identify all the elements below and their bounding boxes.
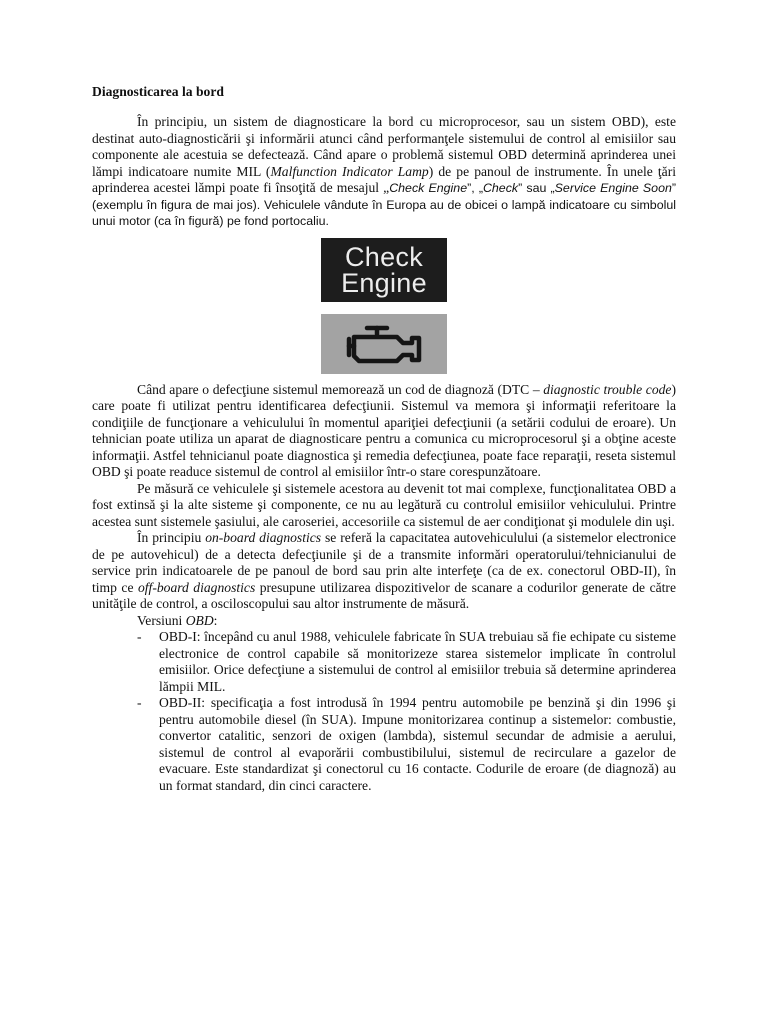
versions-label-obd: OBD xyxy=(185,612,214,628)
check-engine-line2: Engine xyxy=(341,267,427,298)
versions-label-end: : xyxy=(213,612,218,628)
document-body xyxy=(92,84,676,794)
list-dash: - xyxy=(137,695,142,710)
onboard-term: on-board diagnostics xyxy=(205,530,322,545)
onboard-text-b: se referă la capacitatea autovehiculului (a sistemelor electronice de pe autovehicul) de a detecta defecţiunile şi de a transmite informări operatorului/tehnicianului de service prin indicatoarele de pe panoul de bord sau prin alte interfeţe (ca de ex. conectorul OBD-II), în timp ce xyxy=(92,530,677,595)
document-title: Diagnosticarea la bord xyxy=(92,84,224,99)
mil-term: Malfunction Indicator Lamp xyxy=(270,163,429,179)
obd-versions-heading xyxy=(137,613,676,630)
message-service-engine-soon: Service Engine Soon xyxy=(554,181,672,195)
dtc-term: diagnostic trouble code xyxy=(543,381,672,397)
paragraph-complexity: Pe măsură ce vehiculele şi sistemele acestora au devenit tot mai complexe, funcţionalitatea OBD a fost extinsă şi la alte sisteme şi componente, ce nu au legătură cu controlul emisiilor vehiculului. Printre acestea sunt sistemele şasiului, ale caroseriei, accesoriile ca sistemul de aer condiţionat şi modulele din uşi. xyxy=(92,480,676,529)
onboard-text-c: presupune utilizarea dispozitivelor de scanare a codurilor generate de către unităţile de control, a osciloscopului sau altor instrumente de măsură. xyxy=(92,579,676,611)
obd-versions-section xyxy=(137,613,676,795)
figure-indicators xyxy=(92,238,676,374)
message-check-engine: Check Engine xyxy=(389,181,468,195)
list-item-obd-ii xyxy=(137,695,676,794)
intro-text-b: ) de pe panoul de instrumente. În unele ţări aprinderea acestei lămpi poate fi însoţită de mesajul „ xyxy=(92,163,677,195)
dtc-text-b: ) care poate fi utilizat pentru identificarea defecţiunii. Sistemul va memora şi informaţii referitoare la condiţiile de funcţionare a vehiculului în momentul apariţiei defecţiunii (a setării codului de eroare). Un tehnician poate utiliza un aparat de diagnosticare pentru a comunica cu microprocesorul şi a obţine aceste informaţii. Astfel tehnicianul poate diagnostica şi remedia defecţiunea, poate face reparaţii, reseta sistemul OBD şi poate readuce sistemul de control al emisiilor într-o stare corespunzătoare. xyxy=(92,381,676,479)
obd-versions-list xyxy=(137,629,676,794)
check-engine-line1: Check xyxy=(344,241,424,272)
list-item-text: OBD-I: începând cu anul 1988, vehiculele fabricate în SUA trebuiau să fie echipate cu sisteme electronice de control capabile să monitorizeze starea sistemelor implicate în controlul emisiilor. Orice defecţiune a sistemului de control al emisiilor trebuia să determine aprinderea lămpii MIL. xyxy=(159,629,676,694)
paragraph-onboard xyxy=(92,530,676,613)
onboard-text-a: În principiu xyxy=(137,530,206,545)
message-check: Check xyxy=(482,181,519,195)
list-item-text: OBD-II: specificaţia a fost introdusă în 1994 pentru automobile pe benzină şi din 1996 şi pentru automobile diesel (în SUA). Impune monitorizarea continup a sistemelor: combustie, convertor catalitic, senzori de oxigen (lambda), sistemul secundar de admisie a aerului, sistemul de control al evaporării combustibilului, sistemul de recirculare a gazelor de evacuare. Este standardizat şi conectorul cu 16 contacte. Codurile de eroare (de diagnoză) au un format standard, din cinci caractere. xyxy=(159,695,676,793)
list-dash: - xyxy=(137,629,142,644)
check-engine-lamp-image xyxy=(321,238,447,302)
paragraph-intro xyxy=(92,114,676,230)
versions-label: Versiuni xyxy=(137,612,186,628)
dtc-text-a: Când apare o defecţiune sistemul memorează un cod de diagnoză (DTC – xyxy=(137,381,544,397)
offboard-term: off-board diagnostics xyxy=(137,579,256,595)
intro-text-c: ”, „ xyxy=(467,181,483,195)
intro-text-d: ” sau „ xyxy=(518,181,555,195)
paragraph-dtc xyxy=(92,382,676,481)
engine-icon xyxy=(329,319,439,369)
intro-text-e: ” (exemplu în figura de mai jos). Vehiculele vândute în Europa au de obicei o lampă indicatoare cu simbolul unui motor (ca în figură) pe fond portocaliu. xyxy=(92,181,676,228)
intro-text-a: În principiu, un sistem de diagnosticare la bord cu microprocesor, sau un sistem OBD), este destinat auto-diagnosticării şi informării atunci când performanţele sistemului de control al emisiilor sau componente ale acestuia se defectează. Când apare o problemă sistemul OBD determină aprinderea unei lămpi indicatoare numite MIL ( xyxy=(92,114,676,179)
list-item-obd-i xyxy=(137,629,676,695)
engine-symbol-image xyxy=(321,314,447,374)
